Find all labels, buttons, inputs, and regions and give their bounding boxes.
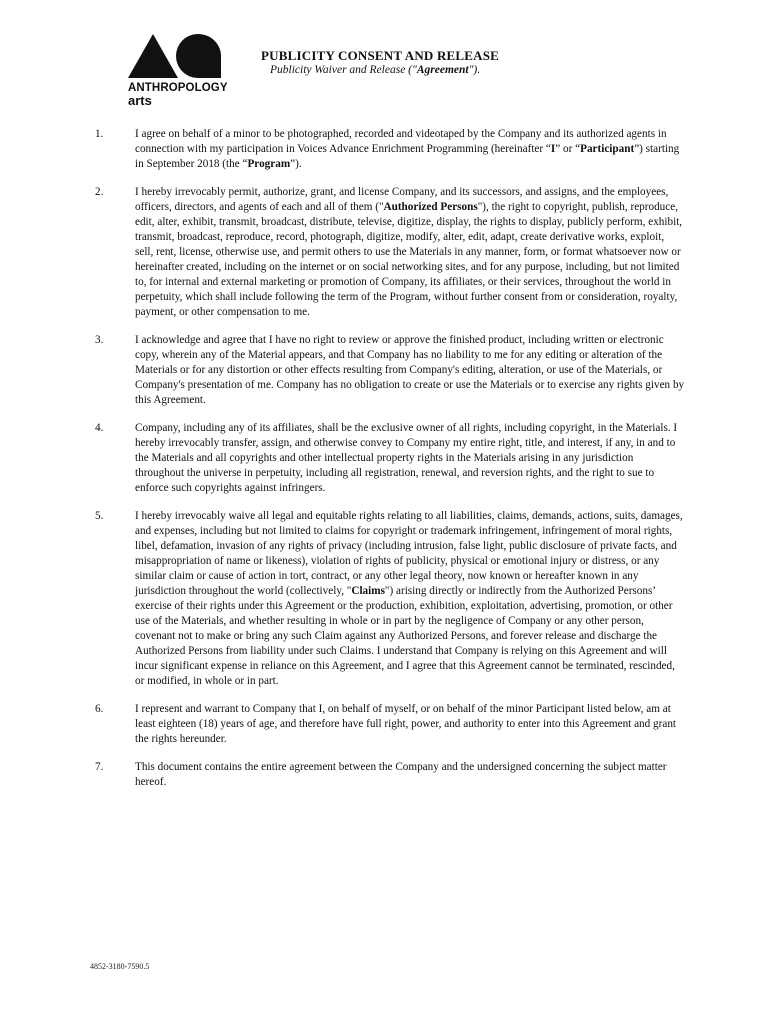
clause-number: 6. bbox=[95, 703, 104, 715]
subtitle-bold: Agreement bbox=[416, 64, 469, 76]
clause-text-run: I acknowledge and agree that I have no right to review or approve the finished product, including written or electronic copy, wherein any of the Material appears, and that Company has no liability to me for any editing or alteration of the Materials or for any distortion or other effects resulting from Company's editing, alteration, or use of the Materials, or Company's presentation of me. Company has no obligation to create or use the Materials or to exercise any rights given by this Agreement. bbox=[135, 334, 685, 406]
clause-text-run: I hereby irrevocably waive all legal and equitable rights relating to all liabilities, claims, demands, actions, suits, damages, and expenses, including but not limited to claims for copyright or trademark infringement, infringement of moral rights, libel, defamation, invasion of any rights of privacy (including intrusion, false light, public disclosure of private facts, and misappropriation of name or likeness), violation of rights of publicity, physical or emotional injury or distress, or any similar claim or cause of action in tort, contract, or any other legal theory, now known or hereafter known in any jurisdiction throughout the world (collectively, " bbox=[135, 510, 683, 597]
clause-item bbox=[95, 509, 685, 689]
logo-text-anthropology: ANTHROPOLOGY bbox=[128, 82, 228, 94]
subtitle-post: "). bbox=[468, 64, 481, 76]
clause-text-run: Company, including any of its affiliates, shall be the exclusive owner of all rights, including copyright, in the Materials. I hereby irrevocably transfer, assign, and otherwise convey to Company my entire right, title, and interest, if any, in and to the Materials and all copyrights and other intellectual property rights in the Materials arising in any jurisdiction throughout the universe in perpetuity, including all registration, renewal, and reversion rights, and the right to sue to enforce such copyrights against infringers. bbox=[135, 422, 678, 494]
clause-text bbox=[135, 421, 685, 496]
document-id: 4852-3180-7590.5 bbox=[90, 962, 150, 971]
clause-text bbox=[135, 760, 685, 790]
clause-text bbox=[135, 702, 685, 747]
clause-defined-term: Claims bbox=[351, 585, 385, 597]
clause-text bbox=[135, 185, 685, 320]
clause-item bbox=[95, 127, 685, 172]
clause-text-run: I hereby irrevocably permit, authorize, grant, and license Company, and its successors, and assigns, and the employees, officers, directors, and agents of each and all of them (" bbox=[135, 186, 669, 213]
clause-item bbox=[95, 333, 685, 408]
clause-item bbox=[95, 185, 685, 320]
clause-defined-term: Program bbox=[247, 158, 291, 170]
clause-text-run: ”) starting in September 2018 (the “ bbox=[135, 143, 680, 170]
clause-defined-term: Participant bbox=[580, 143, 635, 155]
clause-text-run: This document contains the entire agreement between the Company and the undersigned concerning the subject matter hereof. bbox=[135, 761, 667, 788]
clause-defined-term: Authorized Persons bbox=[383, 201, 478, 213]
clause-text-run: ") arising directly or indirectly from the Authorized Persons’ exercise of their rights under this Agreement or the production, exhibition, exploitation, advertising, promotion, or other use of the Materials, and whether resulting in whole or in part by the negligence of Company or any other person, covenant not to make or bring any such Claim against any Authorized Persons, and forever release and discharge the Authorized Persons from liability under such Claims. I understand that Company is relying on this Agreement and will incur significant expense in reliance on this Agreement, and I agree that this Agreement cannot be terminated, rescinded, or modified, in whole or in part. bbox=[135, 585, 675, 687]
clause-text-run: ” or “ bbox=[555, 143, 581, 155]
clause-defined-term: I bbox=[550, 143, 556, 155]
clause-list bbox=[95, 127, 685, 803]
document-title: PUBLICITY CONSENT AND RELEASE bbox=[261, 48, 500, 63]
logo-text-arts: arts bbox=[128, 93, 152, 108]
clause-text-run: "), the right to copyright, publish, reproduce, edit, alter, exhibit, transmit, broadcast, distribute, televise, digitize, display, the rights to display, publicly perform, exhibit, transmit, broadcast, reproduce, record, photograph, digitize, modify, alter, edit, adapt, create derivative works, exploit, sell, rent, license, otherwise use, and permit others to use the Materials in any manner, form, or format whatsoever now or hereinafter created, including on the internet or on social networking sites, and for any purpose, including, but not limited to, for internal and external marketing or promotion of Company, its affiliates, or their services, throughout the world in perpetuity, which shall include following the term of the Program, without further consent from or consideration, royalty, payment, or other compensation to me. bbox=[135, 201, 683, 318]
clause-text bbox=[135, 509, 685, 689]
clause-number: 3. bbox=[95, 334, 104, 346]
clause-number: 2. bbox=[95, 186, 104, 198]
clause-text-run: I agree on behalf of a minor to be photographed, recorded and videotaped by the Company and its authorized agents in connection with my participation in Voices Advance Enrichment Programming (hereinafter “ bbox=[135, 128, 667, 155]
clause-text-run: I represent and warrant to Company that I, on behalf of myself, or on behalf of the minor Participant listed below, am at least eighteen (18) years of age, and therefore have full right, power, and authority to enter into this Agreement and grant the rights hereunder. bbox=[135, 703, 677, 745]
clause-item bbox=[95, 760, 685, 790]
clause-text bbox=[135, 127, 685, 172]
clause-text bbox=[135, 333, 685, 408]
anthropology-arts-logo bbox=[128, 32, 238, 108]
subtitle-pre: Publicity Waiver and Release (" bbox=[270, 64, 417, 76]
clause-number: 4. bbox=[95, 422, 104, 434]
logo-mark-icon bbox=[128, 32, 228, 80]
clause-item bbox=[95, 421, 685, 496]
clause-number: 1. bbox=[95, 128, 104, 140]
clause-number: 5. bbox=[95, 510, 104, 522]
document-subtitle bbox=[270, 64, 480, 76]
clause-number: 7. bbox=[95, 761, 104, 773]
clause-text-run: ”). bbox=[290, 158, 302, 170]
clause-item bbox=[95, 702, 685, 747]
